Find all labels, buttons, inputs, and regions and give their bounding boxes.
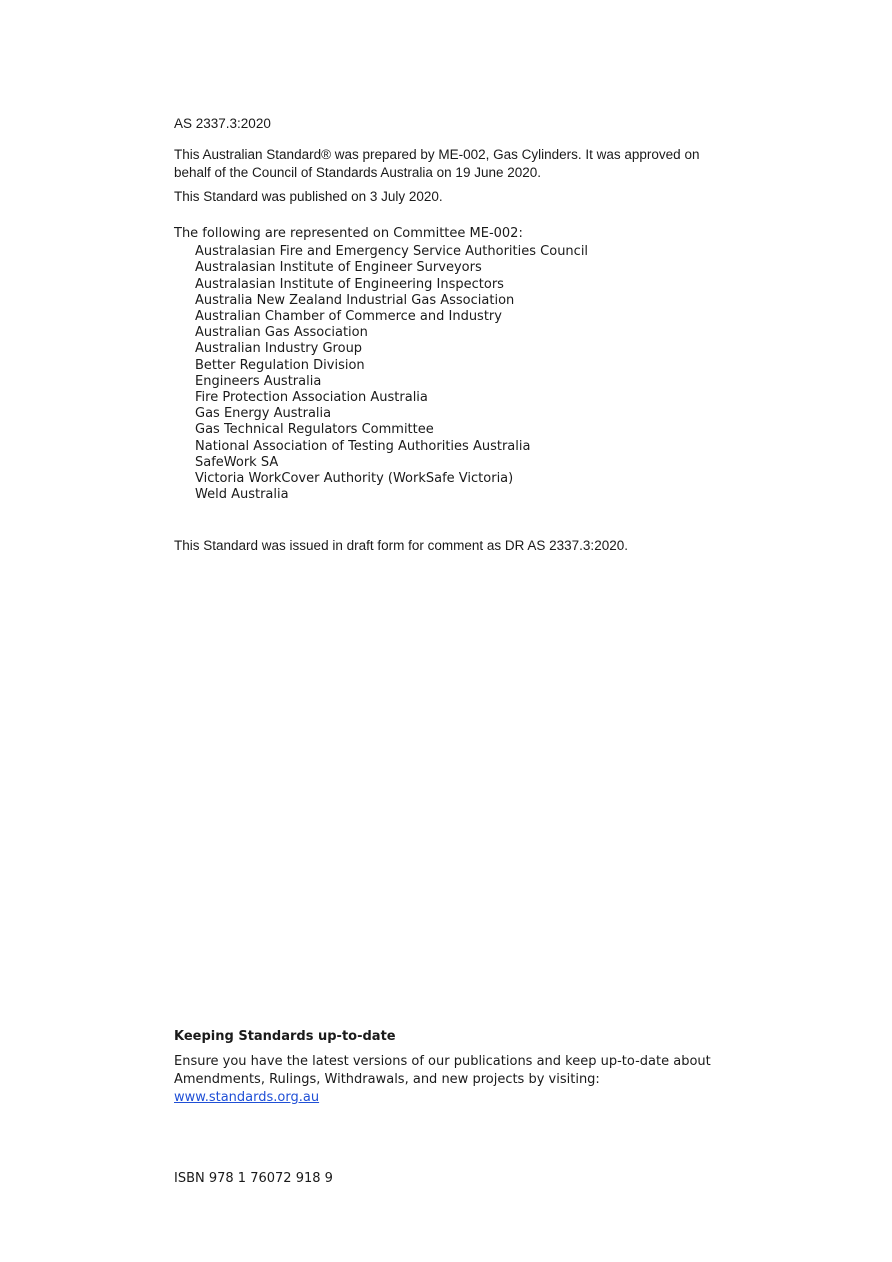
committee-member: Better Regulation Division [195,357,365,373]
document-code: AS 2337.3:2020 [174,116,271,131]
isbn-number: ISBN 978 1 76072 918 9 [174,1171,333,1186]
committee-section [174,226,588,503]
committee-member: Australasian Institute of Engineer Surveyors [195,260,482,276]
update-heading: Keeping Standards up-to-date [174,1029,396,1044]
committee-member: Weld Australia [195,487,289,503]
standards-website-link[interactable]: www.standards.org.au [174,1090,320,1105]
committee-member: Engineers Australia [195,373,322,389]
committee-member: National Association of Testing Authorities Australia [195,438,531,454]
committee-member: Australian Industry Group [195,341,363,357]
committee-member: Victoria WorkCover Authority (WorkSafe Victoria) [195,471,514,487]
publication-date-line: This Standard was published on 3 July 2020. [174,189,443,204]
update-body-text: Ensure you have the latest versions of our publications and keep up-to-date about Amendments, Rulings, Withdrawals, and new projects by visiting: [174,1054,711,1087]
committee-member: Gas Technical Regulators Committee [195,422,434,438]
committee-member-list [195,244,588,503]
committee-member: Australia New Zealand Industrial Gas Association [195,292,515,308]
draft-issue-line: This Standard was issued in draft form for comment as DR AS 2337.3:2020. [174,538,628,553]
preparation-statement: This Australian Standard® was prepared by ME-002, Gas Cylinders. It was approved on behalf of the Council of Standards Australia on 19 June 2020. [174,147,700,180]
committee-member: Australian Gas Association [195,325,368,341]
keeping-up-to-date-section [174,1028,714,1107]
document-page [174,0,734,1262]
committee-member: SafeWork SA [195,454,279,470]
committee-member: Australian Chamber of Commerce and Industry [195,309,502,325]
update-body [174,1053,714,1107]
committee-member: Australasian Institute of Engineering Inspectors [195,276,504,292]
committee-intro: The following are represented on Committee ME-002: [174,226,523,241]
committee-member: Australasian Fire and Emergency Service Authorities Council [195,244,589,260]
committee-member: Gas Energy Australia [195,406,332,422]
committee-member: Fire Protection Association Australia [195,390,428,406]
